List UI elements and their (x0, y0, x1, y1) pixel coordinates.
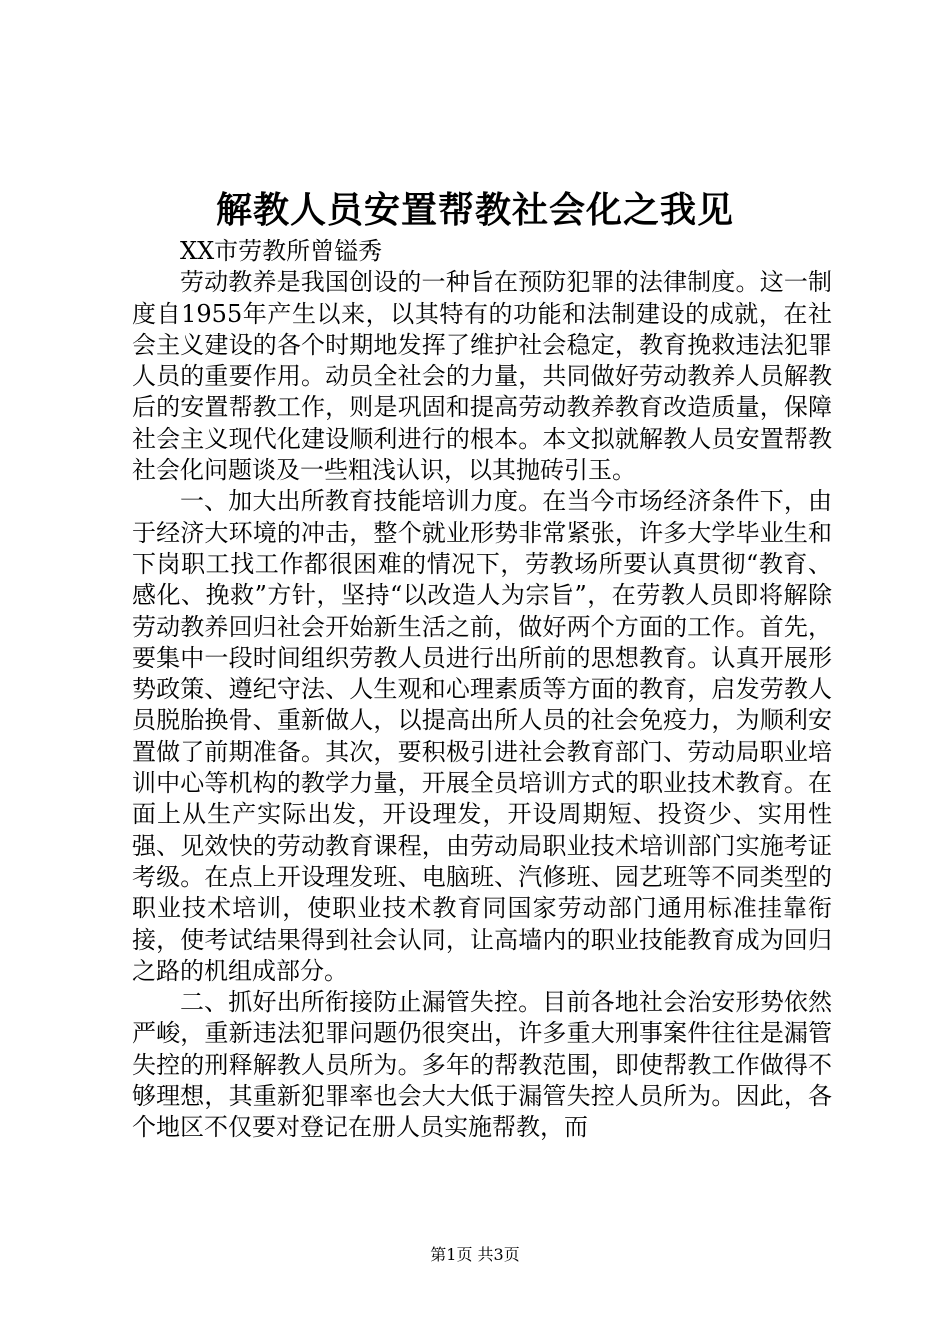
paragraph-intro: 劳动教养是我国创设的一种旨在预防犯罪的法律制度。这一制度自1955年产生以来，以其特有的功能和法制建设的成就，在社会主义建设的各个时期地发挥了维护社会稳定，教育挽救违法犯罪人员的重要作用。动员全社会的力量，共同做好劳动教养人员解教后的安置帮教工作，则是巩固和提高劳动教养教育改造质量，保障社会主义现代化建设顺利进行的根本。本文拟就解教人员安置帮教社会化问题谈及一些粗浅认识，以其抛砖引玉。 (132, 268, 832, 485)
paragraph-section-1: 一、加大出所教育技能培训力度。在当今市场经济条件下，由于经济大环境的冲击，整个就业形势非常紧张，许多大学毕业生和下岗职工找工作都很困难的情况下，劳教场所要认真贯彻“教育、感化、挽救”方针，坚持“以改造人为宗旨”，在劳教人员即将解除劳动教养回归社会开始新生活之前，做好两个方面的工作。首先，要集中一段时间组织劳教人员进行出所前的思想教育。认真开展形势政策、遵纪守法、人生观和心理素质等方面的教育，启发劳教人员脱胎换骨、重新做人，以提高出所人员的社会免疫力，为顺利安置做了前期准备。其次，要积极引进社会教育部门、劳动局职业培训中心等机构的教学力量，开展全员培训方式的职业技术教育。在面上从生产实际出发，开设理发，开设周期短、投资少、实用性强、见效快的劳动教育课程，由劳动局职业技术培训部门实施考证考级。在点上开设理发班、电脑班、汽修班、园艺班等不同类型的职业技术培训，使职业技术教育同国家劳动部门通用标准挂靠衔接，使考试结果得到社会认同，让高墙内的职业技能教育成为回归之路的机组成部分。 (132, 487, 832, 985)
author-line: XX市劳教所曾镒秀 (180, 237, 383, 265)
document-title: 解教人员安置帮教社会化之我见 (215, 189, 734, 231)
document-body (132, 236, 832, 1144)
page-footer: 第1页 共3页 (430, 1245, 520, 1264)
paragraph-section-2: 二、抓好出所衔接防止漏管失控。目前各地社会治安形势依然严峻，重新违法犯罪问题仍很突出，许多重大刑事案件往往是漏管失控的刑释解教人员所为。多年的帮教范围，即使帮教工作做得不够理想，其重新犯罪率也会大大低于漏管失控人员所为。因此，各个地区不仅要对登记在册人员实施帮教，而 (132, 988, 832, 1142)
